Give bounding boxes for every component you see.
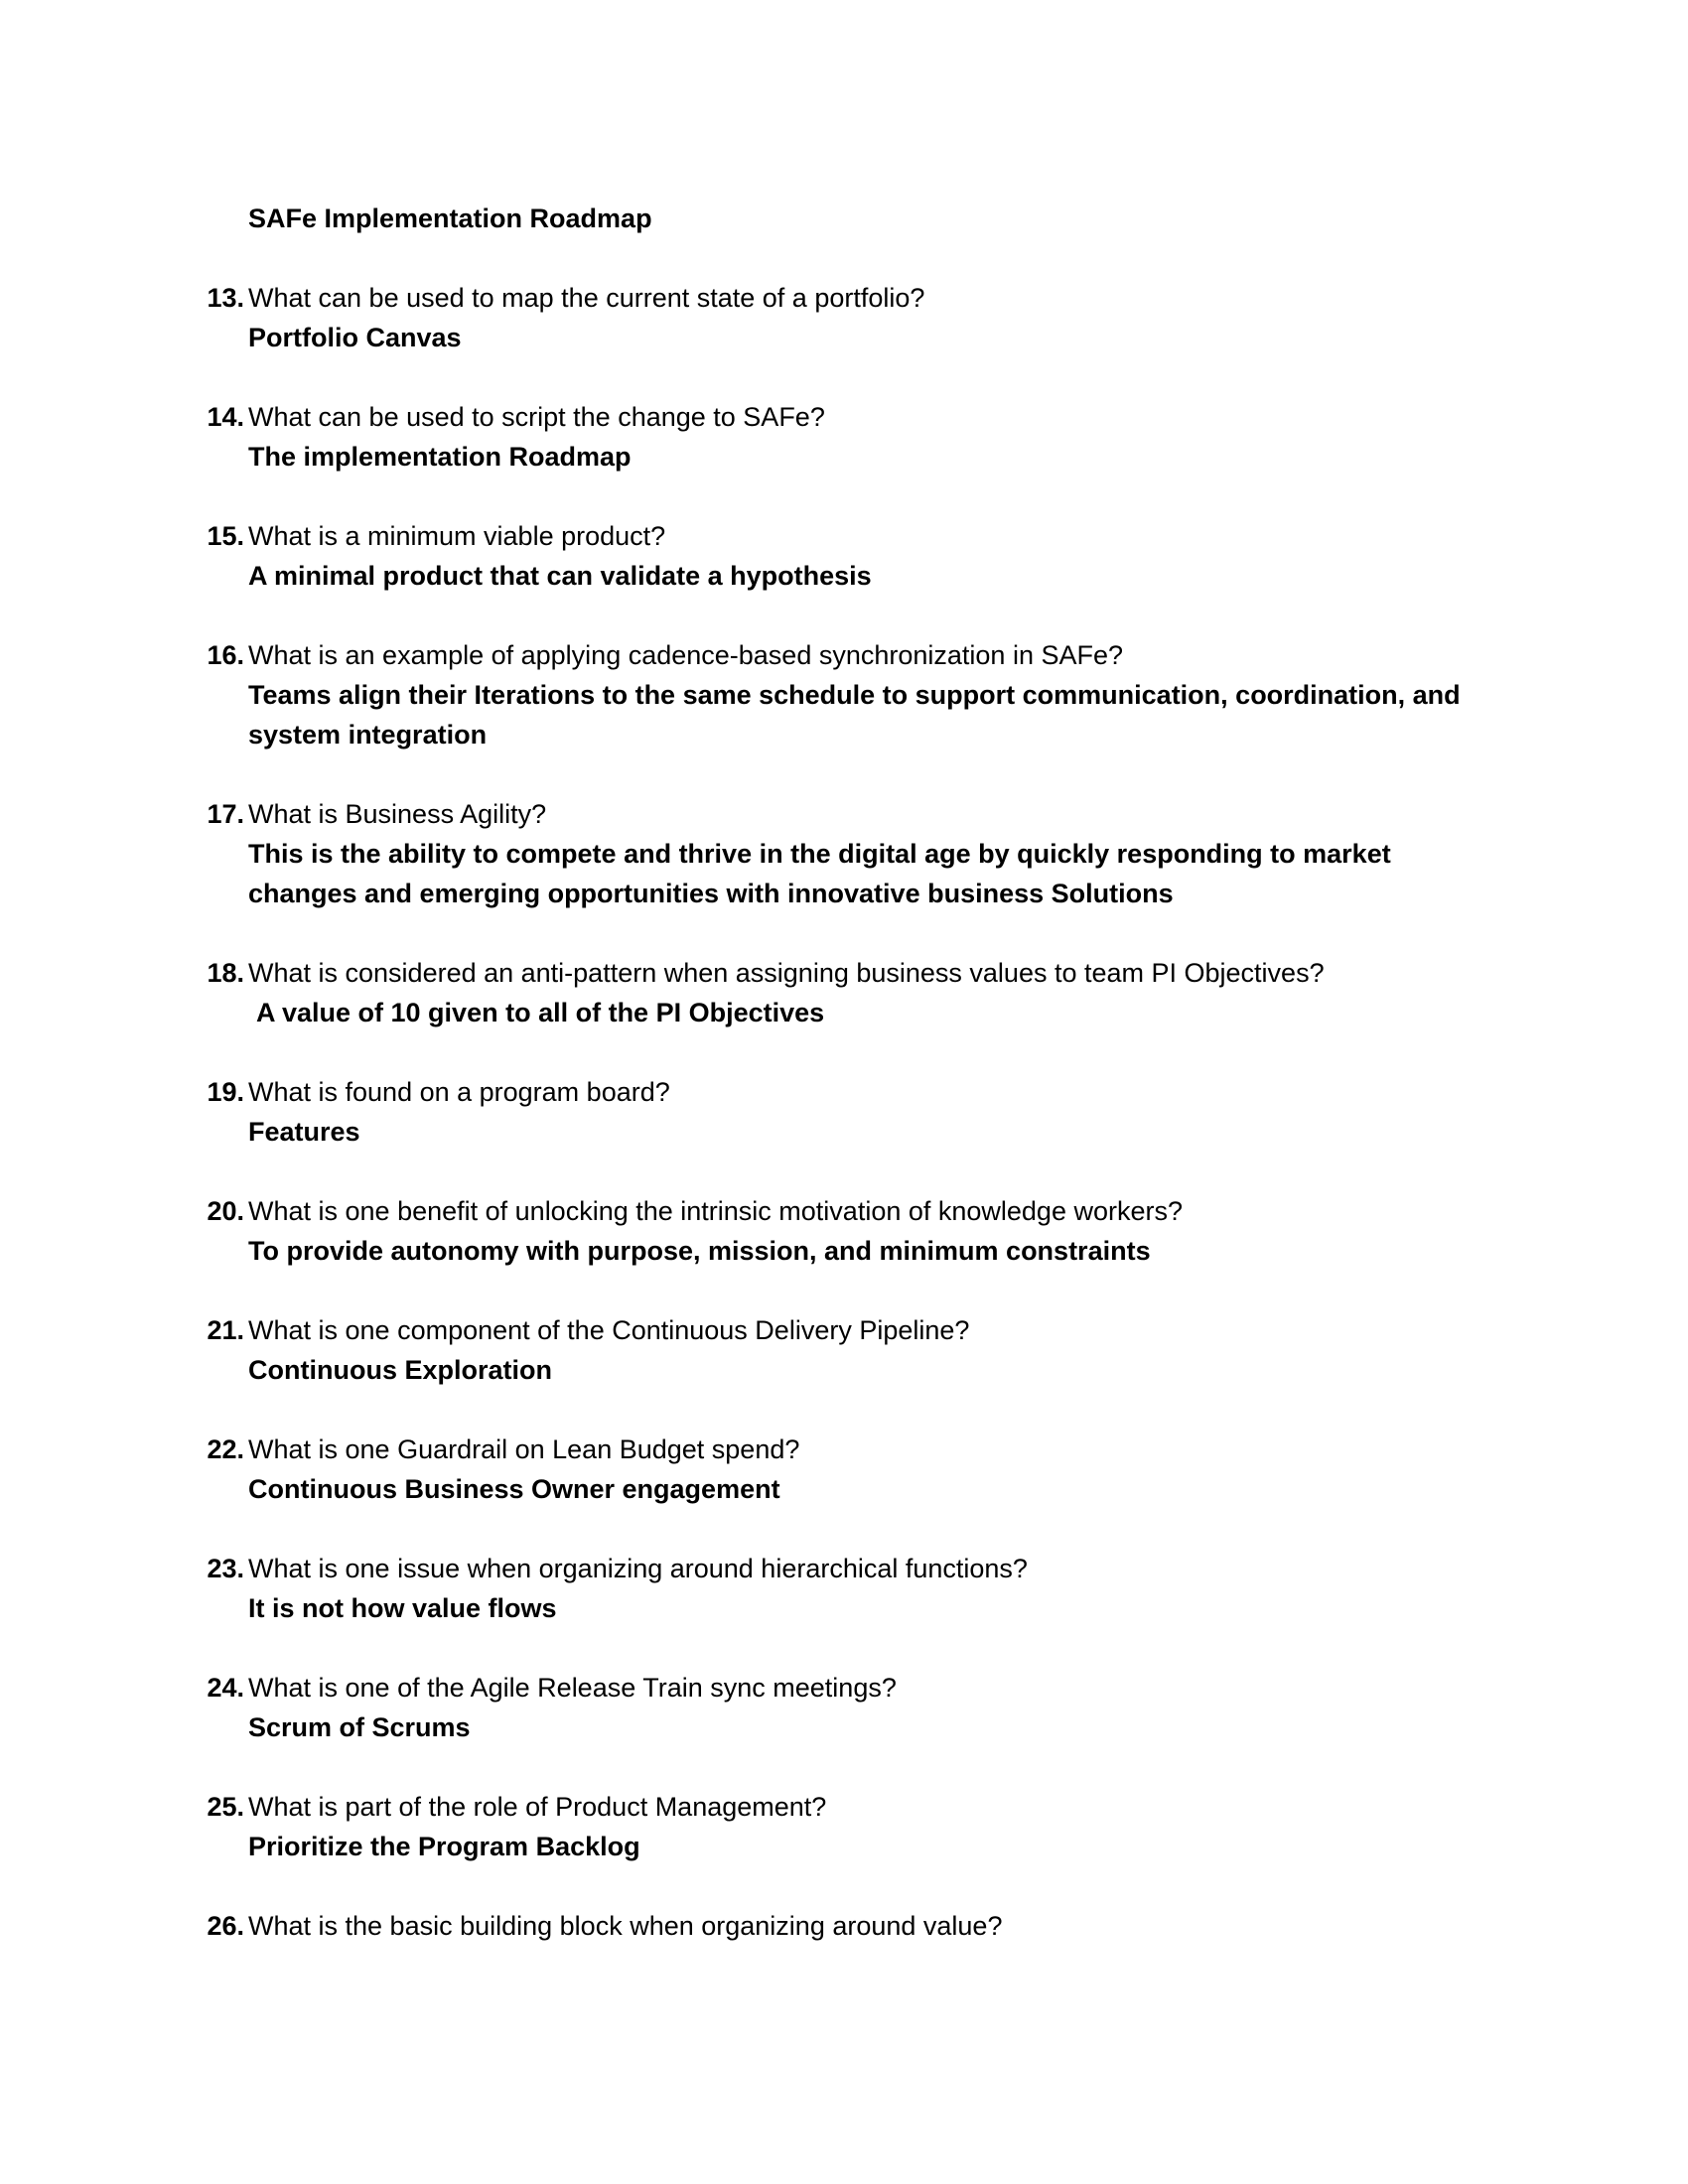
qa-item-18 <box>207 953 1499 1032</box>
question-text: What can be used to map the current state of a portfolio? <box>248 283 925 313</box>
answer-text: Prioritize the Program Backlog <box>248 1832 640 1861</box>
question-number: 19. <box>207 1077 244 1107</box>
question-text: What is the basic building block when organizing around value? <box>248 1911 1003 1941</box>
qa-item-19 <box>207 1072 1499 1152</box>
answer-text: Teams align their Iterations to the same schedule to support communication, coordination, and system integration <box>248 680 1461 750</box>
answer-text: This is the ability to compete and thrive in the digital age by quickly responding to market changes and emerging opportunities with innovative business Solutions <box>248 839 1391 908</box>
answer-text: The implementation Roadmap <box>248 442 632 472</box>
question-text: What is considered an anti-pattern when assigning business values to team PI Objectives? <box>248 958 1325 988</box>
question-text: What is one benefit of unlocking the intrinsic motivation of knowledge workers? <box>248 1196 1183 1226</box>
question-number: 16. <box>207 640 244 670</box>
question-number: 20. <box>207 1196 244 1226</box>
question-text: What is one component of the Continuous Delivery Pipeline? <box>248 1315 970 1345</box>
answer-text: Portfolio Canvas <box>248 323 462 352</box>
qa-list <box>207 199 1499 1985</box>
question-text: What can be used to script the change to SAFe? <box>248 402 825 432</box>
qa-item-23 <box>207 1549 1499 1628</box>
qa-item-26 <box>207 1906 1499 1946</box>
answer-text: A minimal product that can validate a hypothesis <box>248 561 872 591</box>
answer-text: A value of 10 given to all of the PI Objectives <box>256 998 825 1027</box>
answer-text: Features <box>248 1117 360 1147</box>
question-text: What is one Guardrail on Lean Budget spend? <box>248 1434 800 1464</box>
question-number: 14. <box>207 402 244 432</box>
question-number: 23. <box>207 1554 244 1583</box>
question-text: What is Business Agility? <box>248 799 547 829</box>
qa-item-25 <box>207 1787 1499 1866</box>
question-number: 21. <box>207 1315 244 1345</box>
question-number: 22. <box>207 1434 244 1464</box>
answer-text: It is not how value flows <box>248 1593 557 1623</box>
answer-text: SAFe Implementation Roadmap <box>248 204 652 233</box>
question-text: What is an example of applying cadence-based synchronization in SAFe? <box>248 640 1124 670</box>
question-text: What is one issue when organizing around hierarchical functions? <box>248 1554 1028 1583</box>
qa-item-21 <box>207 1310 1499 1390</box>
answer-text: To provide autonomy with purpose, mission, and minimum constraints <box>248 1236 1151 1266</box>
qa-item-24 <box>207 1668 1499 1747</box>
qa-item-16 <box>207 635 1499 754</box>
qa-item-14 <box>207 397 1499 477</box>
question-text: What is found on a program board? <box>248 1077 670 1107</box>
question-text: What is part of the role of Product Management? <box>248 1792 827 1822</box>
question-text: What is one of the Agile Release Train sync meetings? <box>248 1673 897 1703</box>
question-number: 15. <box>207 521 244 551</box>
question-number: 17. <box>207 799 244 829</box>
question-text: What is a minimum viable product? <box>248 521 666 551</box>
qa-item-20 <box>207 1191 1499 1271</box>
question-number: 25. <box>207 1792 244 1822</box>
question-number: 26. <box>207 1911 244 1941</box>
answer-text: Scrum of Scrums <box>248 1712 471 1742</box>
qa-item-22 <box>207 1430 1499 1509</box>
qa-item-13 <box>207 278 1499 357</box>
question-number: 13. <box>207 283 244 313</box>
qa-item-15 <box>207 516 1499 596</box>
answer-text: Continuous Exploration <box>248 1355 552 1385</box>
question-number: 18. <box>207 958 244 988</box>
answer-text: Continuous Business Owner engagement <box>248 1474 780 1504</box>
question-number: 24. <box>207 1673 244 1703</box>
qa-item-17 <box>207 794 1499 913</box>
